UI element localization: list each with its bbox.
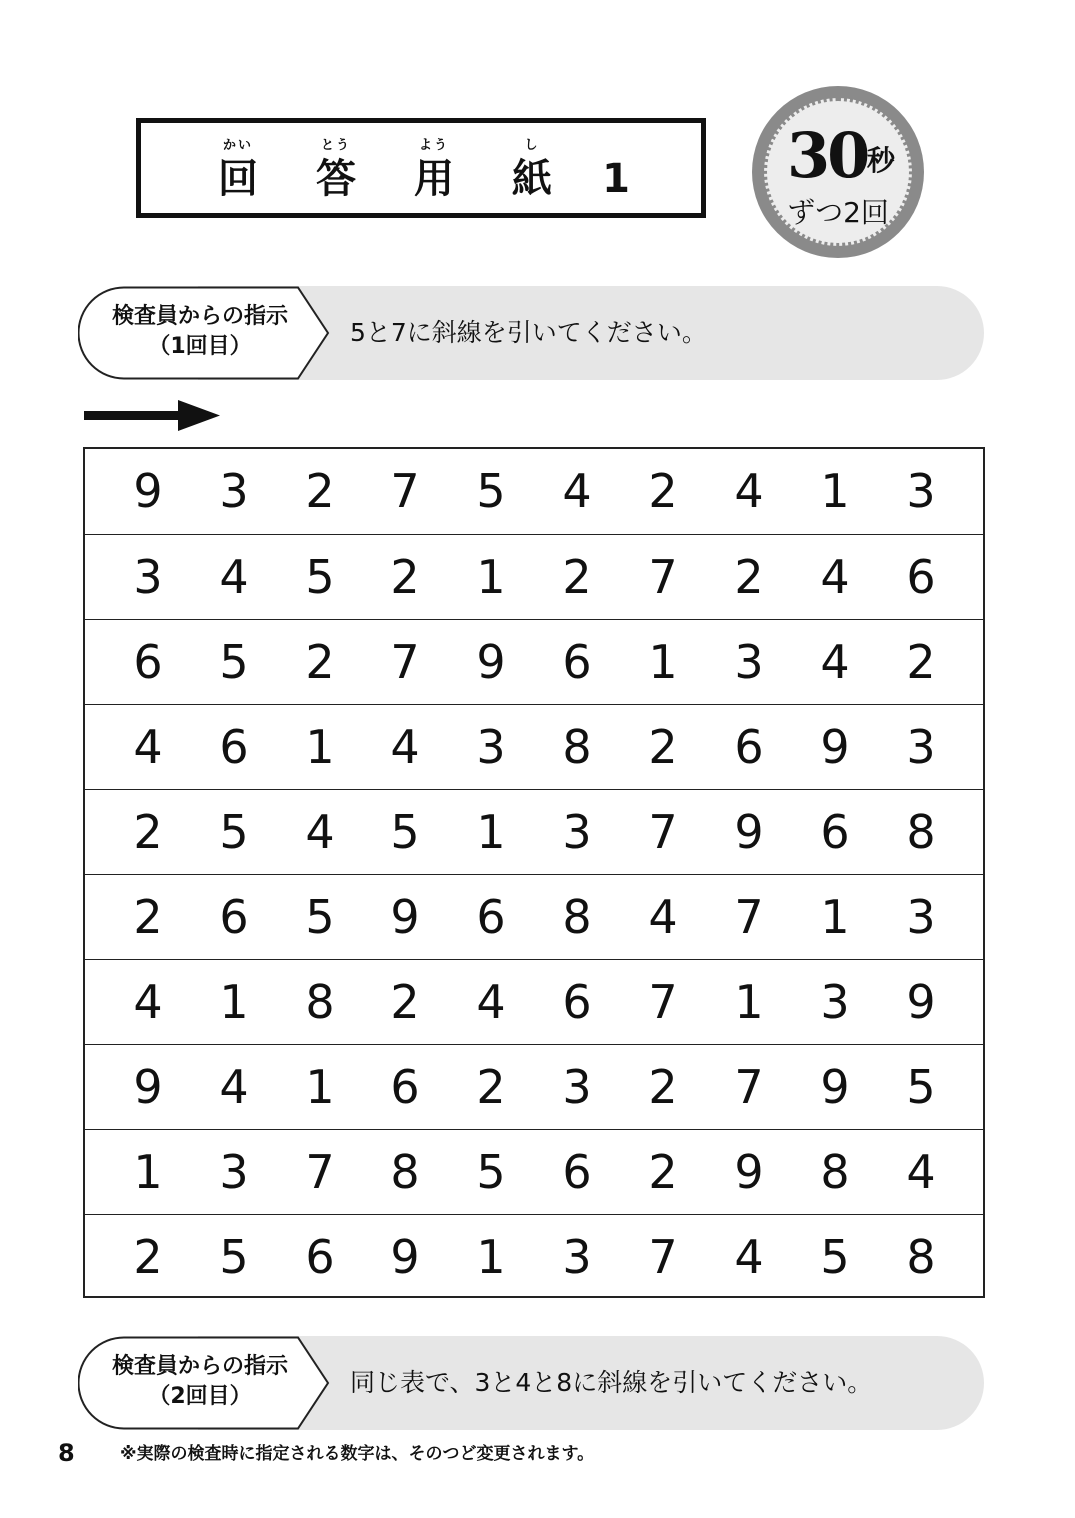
title-char <box>497 137 567 203</box>
grid-cell[interactable]: 1 <box>476 550 506 604</box>
grid-cell[interactable]: 6 <box>133 635 163 689</box>
grid-cell[interactable]: 5 <box>906 1060 936 1114</box>
title-box <box>136 118 706 218</box>
title-char-ruby: とう <box>320 138 351 153</box>
instruction-2-label-line1: 検査員からの指示 <box>111 1354 288 1379</box>
grid-cell[interactable]: 9 <box>734 805 764 859</box>
instruction-2-label <box>84 1352 316 1412</box>
grid-cell[interactable]: 4 <box>390 720 420 774</box>
grid-cell[interactable]: 5 <box>305 550 335 604</box>
grid-row <box>85 534 983 620</box>
grid-cell[interactable]: 2 <box>648 1145 678 1199</box>
grid-cell[interactable]: 4 <box>476 975 506 1029</box>
grid-cell[interactable]: 2 <box>734 550 764 604</box>
grid-cell[interactable]: 4 <box>734 464 764 518</box>
grid-row <box>85 1044 983 1130</box>
grid-cell[interactable]: 4 <box>648 890 678 944</box>
number-grid <box>83 447 985 1298</box>
title-char-kanji: 答 <box>316 156 356 202</box>
grid-cell[interactable]: 8 <box>562 720 592 774</box>
grid-cell[interactable]: 7 <box>305 1145 335 1199</box>
footnote: ※実際の検査時に指定される数字は、そのつど変更されます。 <box>120 1444 595 1464</box>
grid-cell[interactable]: 2 <box>390 550 420 604</box>
grid-cell[interactable]: 2 <box>648 1060 678 1114</box>
grid-cell[interactable]: 5 <box>305 890 335 944</box>
page-number: 8 <box>58 1439 75 1467</box>
grid-row <box>85 619 983 705</box>
grid-cell[interactable]: 1 <box>219 975 249 1029</box>
grid-cell[interactable]: 7 <box>648 805 678 859</box>
grid-cell[interactable]: 9 <box>390 890 420 944</box>
grid-cell[interactable]: 7 <box>390 635 420 689</box>
grid-cell[interactable]: 3 <box>906 890 936 944</box>
badge-seconds-unit: 秒 <box>867 144 896 177</box>
grid-cell[interactable]: 9 <box>820 1060 850 1114</box>
grid-cell[interactable]: 4 <box>133 975 163 1029</box>
grid-cell[interactable]: 4 <box>219 550 249 604</box>
grid-cell[interactable]: 5 <box>219 805 249 859</box>
grid-cell[interactable]: 7 <box>648 975 678 1029</box>
grid-row <box>85 874 983 960</box>
grid-cell[interactable]: 9 <box>133 464 163 518</box>
grid-cell[interactable]: 2 <box>390 975 420 1029</box>
instruction-2-text: 同じ表で、3と4と8に斜線を引いてください。 <box>350 1368 873 1397</box>
title <box>141 123 701 213</box>
title-char-kanji: 用 <box>414 156 454 202</box>
title-char-ruby: かい <box>222 138 253 153</box>
grid-cell[interactable]: 4 <box>305 805 335 859</box>
grid-cell[interactable]: 4 <box>562 464 592 518</box>
grid-row <box>85 789 983 875</box>
grid-cell[interactable]: 2 <box>476 1060 506 1114</box>
grid-cell[interactable]: 9 <box>906 975 936 1029</box>
grid-cell[interactable]: 1 <box>476 1230 506 1284</box>
grid-cell[interactable]: 9 <box>390 1230 420 1284</box>
grid-cell[interactable]: 7 <box>734 890 764 944</box>
grid-row <box>85 704 983 790</box>
grid-cell[interactable]: 7 <box>734 1060 764 1114</box>
grid-row <box>85 959 983 1045</box>
grid-cell[interactable]: 2 <box>648 720 678 774</box>
grid-cell[interactable]: 8 <box>562 890 592 944</box>
badge-times: ずつ2回 <box>787 196 889 229</box>
title-char-ruby <box>581 137 651 155</box>
grid-cell[interactable]: 2 <box>133 890 163 944</box>
grid-cell[interactable]: 8 <box>906 1230 936 1284</box>
grid-cell[interactable]: 3 <box>219 1145 249 1199</box>
grid-cell[interactable]: 3 <box>820 975 850 1029</box>
grid-cell[interactable]: 3 <box>219 464 249 518</box>
instruction-1-label-line1: 検査員からの指示 <box>111 304 288 329</box>
title-char <box>301 137 371 203</box>
grid-cell[interactable]: 6 <box>476 890 506 944</box>
grid-cell[interactable]: 4 <box>906 1145 936 1199</box>
grid-cell[interactable]: 5 <box>820 1230 850 1284</box>
title-char <box>203 137 273 203</box>
grid-cell[interactable]: 2 <box>305 464 335 518</box>
time-badge-inner <box>764 98 912 246</box>
grid-cell[interactable]: 6 <box>390 1060 420 1114</box>
grid-cell[interactable]: 6 <box>562 975 592 1029</box>
grid-cell[interactable]: 1 <box>820 464 850 518</box>
grid-cell[interactable]: 5 <box>476 1145 506 1199</box>
title-char <box>399 137 469 203</box>
grid-cell[interactable]: 6 <box>562 1145 592 1199</box>
grid-cell[interactable]: 5 <box>390 805 420 859</box>
grid-cell[interactable]: 3 <box>476 720 506 774</box>
grid-cell[interactable]: 7 <box>390 464 420 518</box>
grid-cell[interactable]: 1 <box>476 805 506 859</box>
grid-cell[interactable]: 6 <box>906 550 936 604</box>
grid-cell[interactable]: 3 <box>562 1230 592 1284</box>
grid-cell[interactable]: 6 <box>219 720 249 774</box>
grid-cell[interactable]: 2 <box>562 550 592 604</box>
grid-cell[interactable]: 4 <box>219 1060 249 1114</box>
grid-cell[interactable]: 2 <box>133 1230 163 1284</box>
grid-cell[interactable]: 6 <box>734 720 764 774</box>
instruction-1-label-line2: （1回目） <box>148 334 252 359</box>
title-char <box>581 137 651 203</box>
grid-cell[interactable]: 5 <box>219 635 249 689</box>
grid-cell[interactable]: 4 <box>734 1230 764 1284</box>
grid-cell[interactable]: 1 <box>305 720 335 774</box>
instruction-2-label-line2: （2回目） <box>148 1384 252 1409</box>
instruction-1-label <box>84 302 316 362</box>
grid-cell[interactable]: 7 <box>648 550 678 604</box>
grid-cell[interactable]: 9 <box>734 1145 764 1199</box>
grid-cell[interactable]: 9 <box>476 635 506 689</box>
instruction-1 <box>78 286 984 380</box>
grid-cell[interactable]: 5 <box>219 1230 249 1284</box>
grid-cell[interactable]: 3 <box>562 1060 592 1114</box>
grid-cell[interactable]: 6 <box>820 805 850 859</box>
grid-cell[interactable]: 2 <box>305 635 335 689</box>
grid-cell[interactable]: 9 <box>133 1060 163 1114</box>
title-char-ruby: よう <box>418 138 449 153</box>
instruction-2 <box>78 1336 984 1430</box>
grid-cell[interactable]: 7 <box>648 1230 678 1284</box>
grid-row <box>85 449 983 534</box>
grid-row <box>85 1129 983 1215</box>
instruction-1-text: 5と7に斜線を引いてください。 <box>350 318 707 347</box>
grid-cell[interactable]: 1 <box>734 975 764 1029</box>
grid-cell[interactable]: 2 <box>906 635 936 689</box>
grid-cell[interactable]: 3 <box>906 464 936 518</box>
grid-cell[interactable]: 4 <box>820 550 850 604</box>
grid-cell[interactable]: 3 <box>906 720 936 774</box>
grid-cell[interactable]: 3 <box>734 635 764 689</box>
grid-cell[interactable]: 1 <box>648 635 678 689</box>
grid-row <box>85 1214 983 1300</box>
grid-cell[interactable]: 1 <box>133 1145 163 1199</box>
grid-cell[interactable]: 8 <box>906 805 936 859</box>
grid-cell[interactable]: 4 <box>820 635 850 689</box>
grid-cell[interactable]: 8 <box>820 1145 850 1199</box>
title-char-kanji: 1 <box>602 156 630 202</box>
title-char-ruby: し <box>524 138 540 153</box>
grid-cell[interactable]: 3 <box>133 550 163 604</box>
grid-cell[interactable]: 1 <box>305 1060 335 1114</box>
grid-cell[interactable]: 9 <box>820 720 850 774</box>
grid-cell[interactable]: 6 <box>219 890 249 944</box>
badge-seconds: 30 <box>787 119 868 192</box>
grid-cell[interactable]: 1 <box>820 890 850 944</box>
grid-cell[interactable]: 2 <box>133 805 163 859</box>
grid-cell[interactable]: 4 <box>133 720 163 774</box>
time-badge <box>752 86 924 258</box>
direction-arrow-icon <box>84 398 224 434</box>
grid-cell[interactable]: 3 <box>562 805 592 859</box>
grid-cell[interactable]: 6 <box>562 635 592 689</box>
grid-cell[interactable]: 5 <box>476 464 506 518</box>
title-char-kanji: 回 <box>218 156 258 202</box>
grid-cell[interactable]: 6 <box>305 1230 335 1284</box>
grid-cell[interactable]: 2 <box>648 464 678 518</box>
title-char-kanji: 紙 <box>512 156 552 202</box>
grid-cell[interactable]: 8 <box>390 1145 420 1199</box>
grid-cell[interactable]: 8 <box>305 975 335 1029</box>
